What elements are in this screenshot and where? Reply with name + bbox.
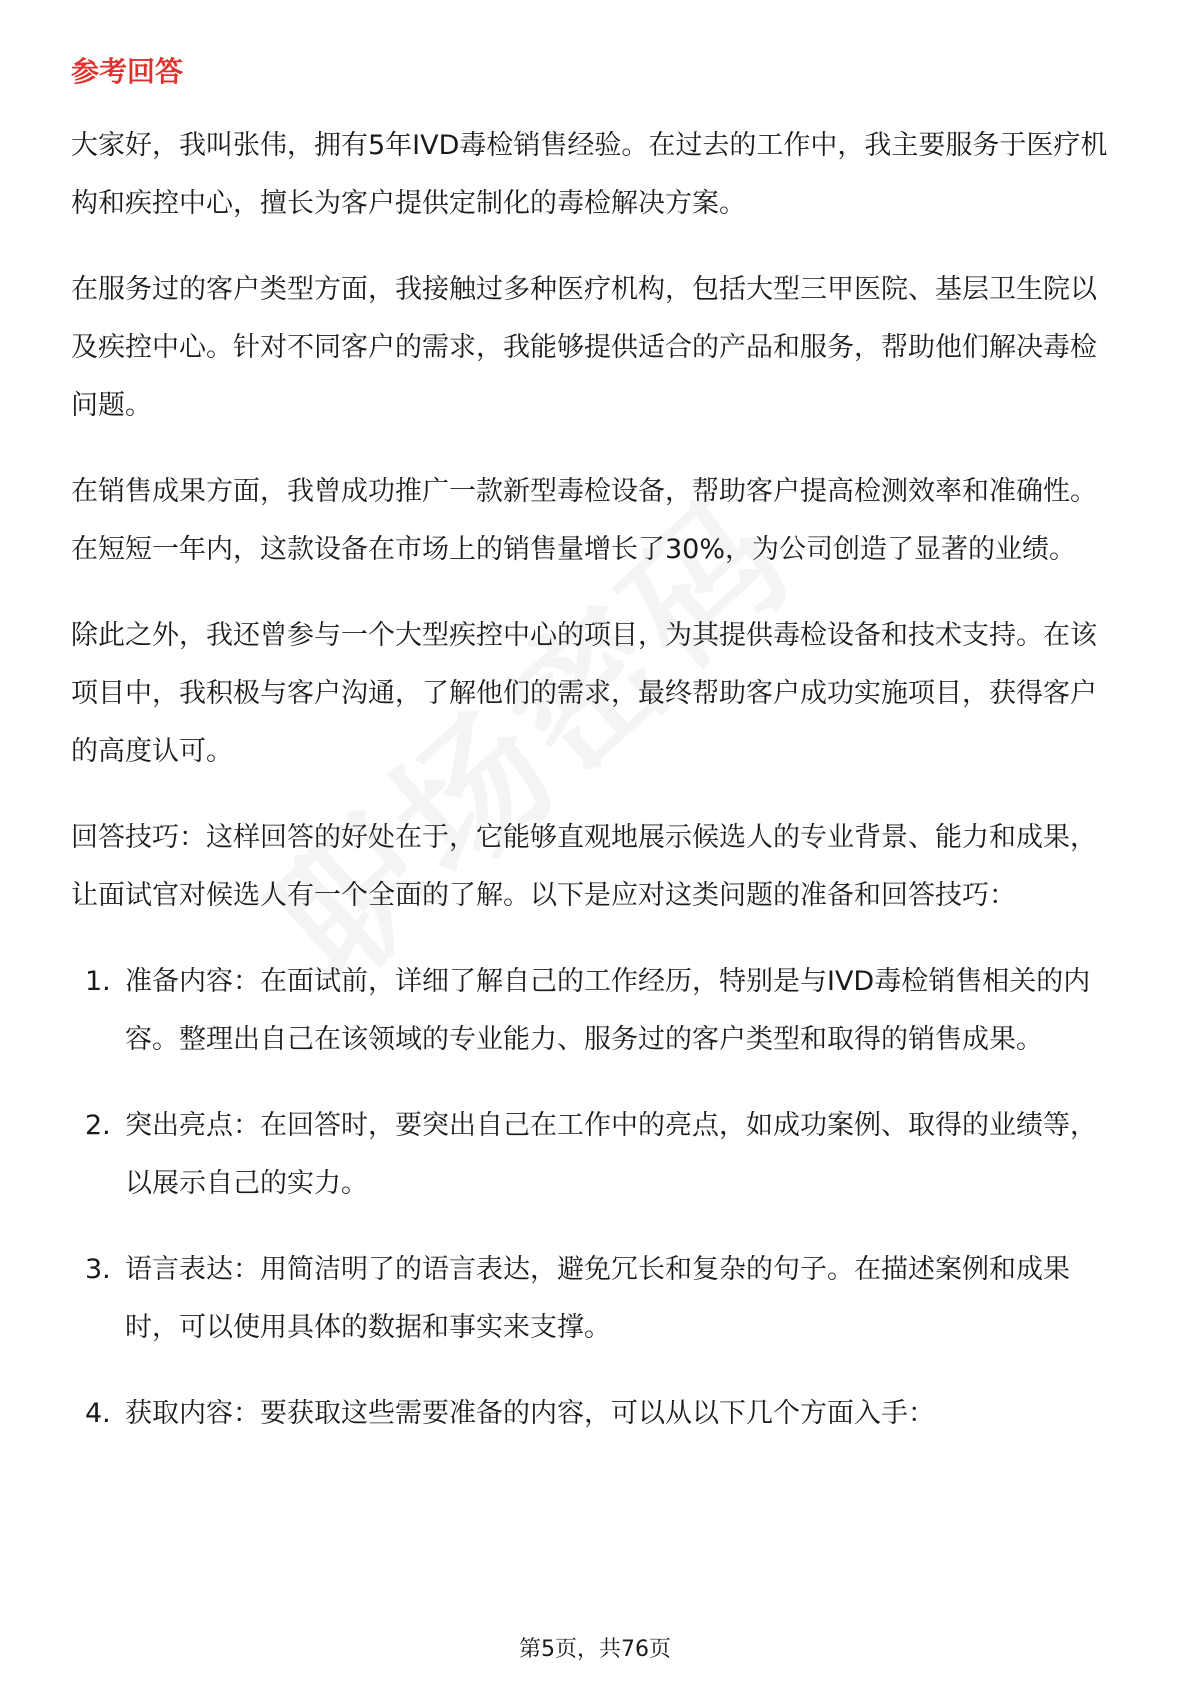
list-item (71, 953, 1121, 1069)
list-item (71, 1241, 1121, 1357)
paragraph-customer-types: 在服务过的客户类型方面，我接触过多种医疗机构，包括大型三甲医院、基层卫生院以及疾控中心。针对不同客户的需求，我能够提供适合的产品和服务，帮助他们解决毒检问题。 (71, 274, 1097, 421)
list-number: 3. (85, 1254, 111, 1285)
list-number: 1. (85, 966, 111, 997)
page-number: 第5页，共76页 (519, 1637, 671, 1662)
list-number: 2. (85, 1110, 111, 1141)
list-item-text: 突出亮点：在回答时，要突出自己在工作中的亮点，如成功案例、取得的业绩等，以展示自己的实力。 (125, 1110, 1097, 1199)
paragraph-answer-tips: 回答技巧：这样回答的好处在于，它能够直观地展示候选人的专业背景、能力和成果，让面试官对候选人有一个全面的了解。以下是应对这类问题的准备和回答技巧： (71, 822, 1097, 911)
section-heading: 参考回答 (71, 55, 184, 88)
list-number: 4. (85, 1398, 111, 1429)
paragraph-intro: 大家好，我叫张伟，拥有5年IVD毒检销售经验。在过去的工作中，我主要服务于医疗机构和疾控中心，擅长为客户提供定制化的毒检解决方案。 (71, 130, 1108, 219)
list-item (71, 1097, 1121, 1213)
list-item-text: 获取内容：要获取这些需要准备的内容，可以从以下几个方面入手： (125, 1398, 935, 1429)
list-item-text: 语言表达：用简洁明了的语言表达，避免冗长和复杂的句子。在描述案例和成果时，可以使用具体的数据和事实来支撑。 (125, 1254, 1070, 1343)
answer-content (71, 117, 1121, 1471)
tips-list (71, 953, 1121, 1443)
paragraph-sales-results: 在销售成果方面，我曾成功推广一款新型毒检设备，帮助客户提高检测效率和准确性。在短短一年内，这款设备在市场上的销售量增长了30%，为公司创造了显著的业绩。 (71, 476, 1097, 565)
list-item (71, 1385, 1121, 1443)
list-item-text: 准备内容：在面试前，详细了解自己的工作经历，特别是与IVD毒检销售相关的内容。整理出自己在该领域的专业能力、服务过的客户类型和取得的销售成果。 (125, 966, 1091, 1055)
paragraph-project: 除此之外，我还曾参与一个大型疾控中心的项目，为其提供毒检设备和技术支持。在该项目中，我积极与客户沟通，了解他们的需求，最终帮助客户成功实施项目，获得客户的高度认可。 (71, 620, 1097, 767)
